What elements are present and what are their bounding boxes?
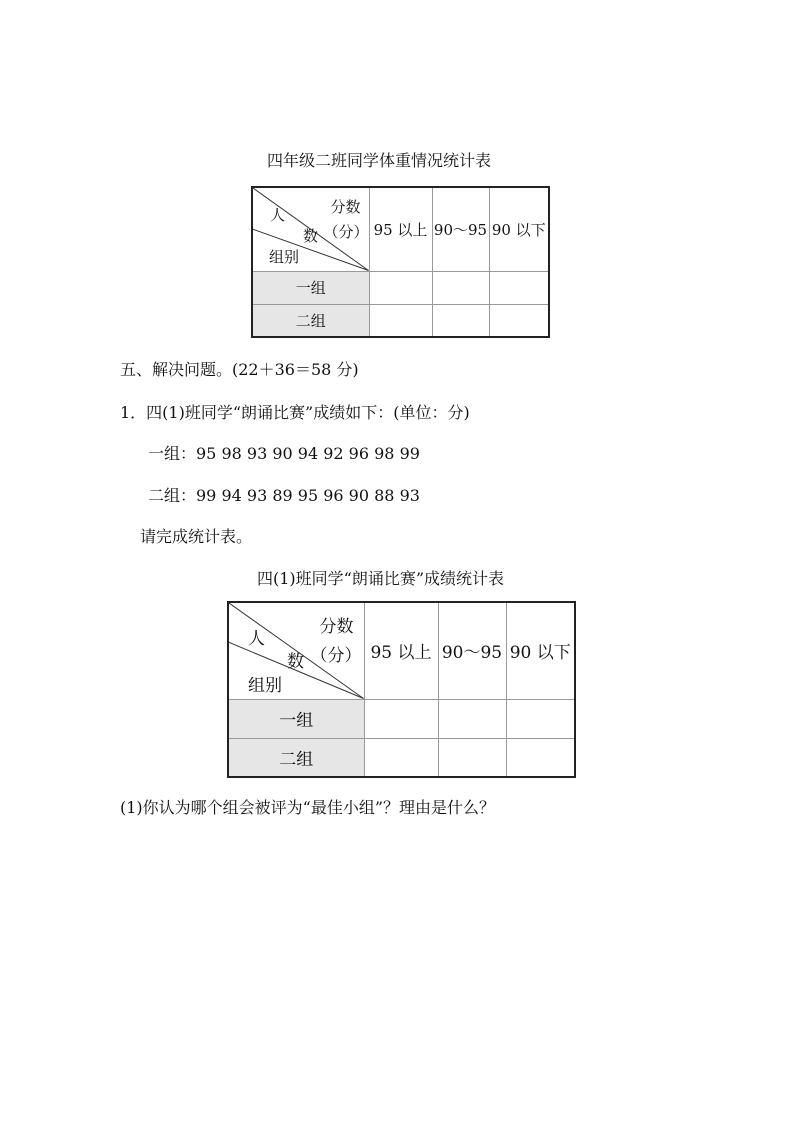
corner-score-label: 分数: [330, 198, 361, 216]
corner-group-label: 组别: [248, 676, 282, 696]
table2-cell[interactable]: [506, 738, 575, 777]
corner-score-label: 分数: [319, 617, 354, 637]
table2-cell[interactable]: [506, 699, 575, 738]
table1-cell[interactable]: [369, 304, 432, 337]
corner-unit-label: （分）: [310, 646, 362, 666]
table2-cell[interactable]: [438, 738, 506, 777]
table1-header-below-90: 90 以下: [489, 187, 549, 271]
corner-people-label: 人: [248, 629, 265, 649]
corner-group-label: 组别: [269, 248, 300, 266]
table1-row-label-group2: 二组: [252, 304, 369, 337]
question1-group2-scores: 二组：99 94 93 89 95 96 90 88 93: [148, 486, 420, 505]
table1-row-label-group1: 一组: [252, 271, 369, 304]
table1-header-90-95: 90～95: [432, 187, 489, 271]
table2-header-90-95: 90～95: [438, 602, 506, 699]
table2-corner-cell: [228, 602, 364, 699]
table1-cell[interactable]: [369, 271, 432, 304]
table2-row-label-group2: 二组: [228, 738, 364, 777]
corner-count-label: 数: [303, 227, 319, 245]
corner-count-label: 数: [287, 652, 304, 672]
table1-cell[interactable]: [489, 271, 549, 304]
table2-header-below-90: 90 以下: [506, 602, 575, 699]
table1-cell[interactable]: [432, 304, 489, 337]
corner-people-label: 人: [270, 206, 286, 224]
table2-row-label-group1: 一组: [228, 699, 364, 738]
table2-cell[interactable]: [438, 699, 506, 738]
question1-instruction: 请完成统计表。: [140, 527, 253, 546]
table2-caption: 四(1)班同学“朗诵比赛”成绩统计表: [257, 569, 505, 588]
table2-cell[interactable]: [364, 699, 438, 738]
table1: [251, 186, 550, 338]
table1-header-above-95: 95 以上: [369, 187, 432, 271]
section-heading: 五、解决问题。(22＋36＝58 分): [120, 360, 359, 379]
table2: [227, 601, 576, 778]
table1-corner-cell: [252, 187, 369, 271]
corner-unit-label: （分）: [323, 223, 369, 241]
table2-cell[interactable]: [364, 738, 438, 777]
subquestion1-text: (1)你认为哪个组会被评为“最佳小组”？理由是什么？: [120, 798, 496, 817]
question1-group1-scores: 一组：95 98 93 90 94 92 96 98 99: [148, 444, 420, 463]
table1-cell[interactable]: [489, 304, 549, 337]
table1-caption: 四年级二班同学体重情况统计表: [267, 151, 492, 170]
table2-header-above-95: 95 以上: [364, 602, 438, 699]
table1-cell[interactable]: [432, 271, 489, 304]
question1-title: 1．四(1)班同学“朗诵比赛”成绩如下：(单位：分): [120, 403, 470, 422]
